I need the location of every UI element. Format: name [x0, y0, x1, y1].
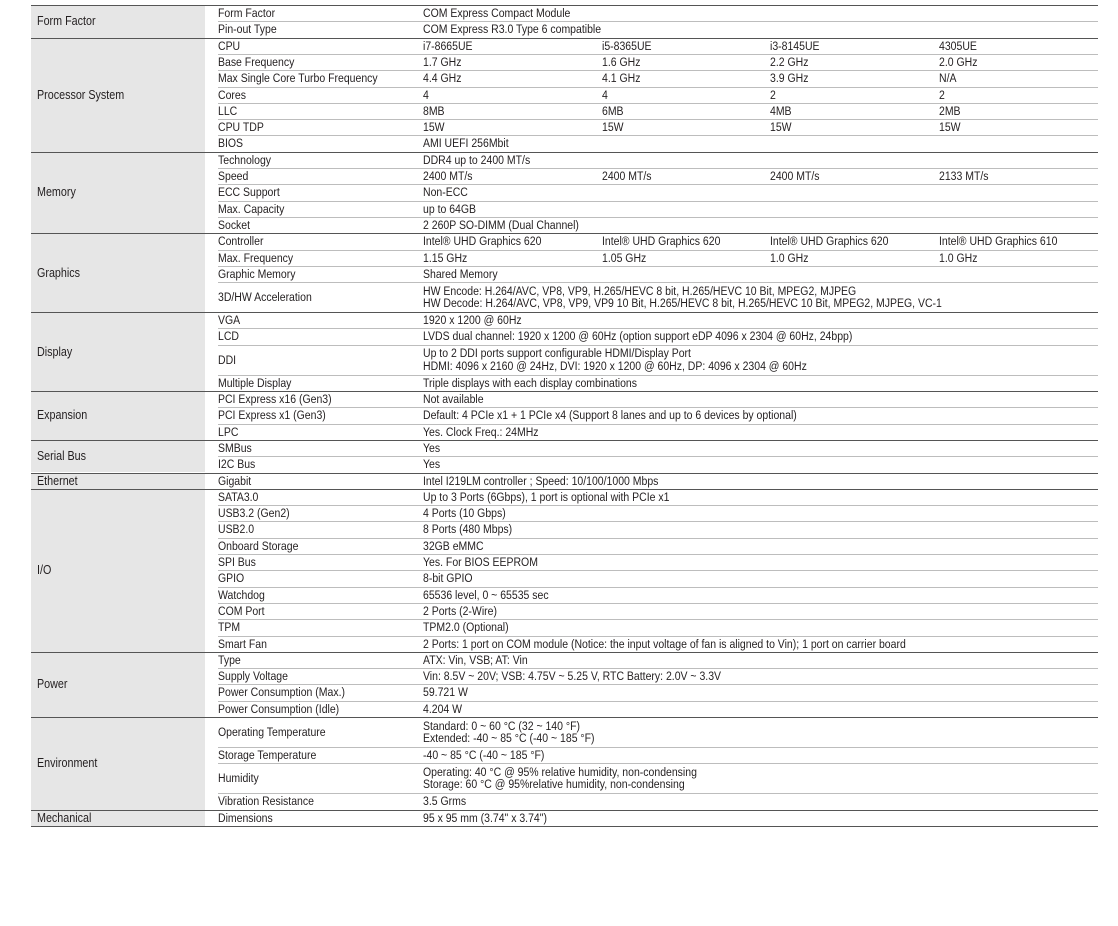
row-value: Not available — [423, 392, 484, 406]
row-value: Yes. For BIOS EEPROM — [423, 555, 538, 569]
row-label: CPU — [218, 38, 241, 53]
row-divider — [218, 505, 1098, 506]
row-divider — [218, 119, 1098, 120]
row-label: Socket — [218, 217, 251, 232]
row-divider — [218, 538, 1098, 539]
row-value: 15W — [770, 120, 792, 135]
row-value: Yes. Clock Freq.: 24MHz — [423, 424, 539, 439]
row-value: 4.1 GHz — [602, 71, 641, 86]
row-value: Up to 3 Ports (6Gbps), 1 port is optional with PCIe x1 — [423, 489, 670, 504]
section-divider — [31, 826, 1098, 827]
row-label: TPM — [218, 620, 241, 635]
category-label: Memory — [37, 185, 76, 200]
row-label: 3D/HW Acceleration — [218, 290, 312, 305]
row-value: 15W — [423, 120, 445, 135]
row-divider — [218, 619, 1098, 620]
row-value: 6MB — [602, 103, 624, 118]
row-value: 4 — [602, 87, 608, 102]
category-label: Environment — [37, 756, 98, 771]
row-divider — [218, 424, 1098, 425]
row-label: Max Single Core Turbo Frequency — [218, 71, 378, 86]
row-value: 2400 MT/s — [602, 169, 652, 183]
row-divider — [218, 793, 1098, 794]
row-value: 15W — [602, 120, 624, 135]
row-label: Multiple Display — [218, 375, 292, 390]
row-label: Humidity — [218, 771, 259, 786]
row-divider — [218, 521, 1098, 522]
row-label: CPU TDP — [218, 120, 264, 135]
category-label: Power — [37, 677, 68, 692]
row-label: Technology — [218, 152, 272, 167]
row-value: Intel® UHD Graphics 620 — [770, 234, 889, 249]
row-label: SATA3.0 — [218, 489, 259, 504]
row-value: 2400 MT/s — [423, 169, 473, 183]
category-label: Expansion — [37, 408, 88, 423]
row-value: 4 — [423, 87, 429, 102]
row-label: Pin-out Type — [218, 22, 277, 37]
row-divider — [218, 201, 1098, 202]
category-label: Processor System — [37, 87, 125, 102]
row-value: Vin: 8.5V ~ 20V; VSB: 4.75V ~ 5.25 V, RTC Battery: 2.0V ~ 3.3V — [423, 669, 722, 684]
row-value: 2400 MT/s — [770, 169, 820, 183]
row-divider — [218, 103, 1098, 104]
row-divider — [218, 684, 1098, 685]
row-value: 1.6 GHz — [602, 54, 641, 69]
row-label: ECC Support — [218, 185, 280, 200]
row-label: I2C Bus — [218, 457, 256, 472]
category-label: Serial Bus — [37, 449, 87, 464]
spec-table — [31, 5, 1098, 916]
row-divider — [218, 603, 1098, 604]
row-value: 1.15 GHz — [423, 250, 468, 265]
row-label: Operating Temperature — [218, 725, 326, 739]
row-value: AMI UEFI 256Mbit — [423, 136, 509, 151]
row-value: 2 Ports: 1 port on COM module (Notice: the input voltage of fan is aligned to Vin); 1 port on carrier board — [423, 636, 906, 651]
row-value: COM Express R3.0 Type 6 compatible — [423, 22, 602, 37]
row-label: Vibration Resistance — [218, 794, 314, 809]
row-value: 1.0 GHz — [939, 250, 978, 265]
row-divider — [218, 375, 1098, 376]
row-value: 95 x 95 mm (3.74" x 3.74") — [423, 810, 547, 825]
row-value: TPM2.0 (Optional) — [423, 620, 509, 635]
row-value: 59.721 W — [423, 685, 468, 700]
row-divider — [218, 570, 1098, 571]
row-value: 2 260P SO-DIMM (Dual Channel) — [423, 217, 579, 232]
row-value: 1.7 GHz — [423, 54, 462, 69]
row-label: Base Frequency — [218, 54, 295, 69]
row-divider — [218, 217, 1098, 218]
row-value: Yes — [423, 440, 441, 455]
row-label: Cores — [218, 87, 246, 102]
row-divider — [218, 87, 1098, 88]
row-value-line: HDMI: 4096 x 2160 @ 24Hz, DVI: 1920 x 1200 @ 60Hz, DP: 4096 x 2304 @ 60Hz — [423, 358, 807, 373]
row-label: Power Consumption (Idle) — [218, 701, 340, 716]
row-label: LPC — [218, 424, 239, 439]
row-label: Supply Voltage — [218, 669, 288, 684]
row-value: Intel® UHD Graphics 620 — [602, 234, 721, 249]
row-value — [423, 285, 942, 310]
row-divider — [218, 266, 1098, 267]
category-label: Mechanical — [37, 810, 92, 825]
row-value — [423, 347, 807, 372]
row-label: USB2.0 — [218, 522, 255, 537]
row-label: Type — [218, 652, 241, 667]
row-label: PCI Express x16 (Gen3) — [218, 392, 332, 406]
row-value: 15W — [939, 120, 961, 135]
row-label: VGA — [218, 313, 241, 328]
row-divider — [218, 554, 1098, 555]
row-divider — [218, 184, 1098, 185]
row-value-line: Storage: 60 °C @ 95%relative humidity, non-condensing — [423, 777, 685, 792]
row-value-line: Extended: -40 ~ 85 °C (-40 ~ 185 °F) — [423, 731, 595, 745]
row-label: Watchdog — [218, 587, 265, 602]
row-value-line: HW Encode: H.264/AVC, VP8, VP9, H.265/HEVC 8 bit, H.265/HEVC 10 Bit, MPEG2, MJPEG — [423, 283, 857, 298]
row-label: SMBus — [218, 440, 252, 455]
row-value: 8 Ports (480 Mbps) — [423, 522, 513, 537]
row-value: Intel® UHD Graphics 620 — [423, 234, 542, 249]
category-label: Ethernet — [37, 473, 78, 488]
row-value: i3-8145UE — [770, 38, 820, 53]
row-value: 4.4 GHz — [423, 71, 462, 86]
row-value — [423, 766, 697, 791]
row-label: Smart Fan — [218, 636, 267, 651]
row-value: 4MB — [770, 103, 792, 118]
row-value-line: HW Decode: H.264/AVC, VP8, VP9, VP9 10 Bit, H.265/HEVC 8 bit, H.265/HEVC 10 Bit, MPEG2, MJPEG, VC-1 — [423, 296, 942, 311]
row-value: 4305UE — [939, 38, 977, 53]
row-label: Gigabit — [218, 473, 252, 488]
row-label: LCD — [218, 329, 239, 344]
row-value: 2.0 GHz — [939, 54, 978, 69]
row-label: BIOS — [218, 136, 244, 151]
row-value — [423, 720, 595, 745]
row-value-line: Standard: 0 ~ 60 °C (32 ~ 140 °F) — [423, 718, 580, 733]
row-value: i7-8665UE — [423, 38, 473, 53]
row-value: 8MB — [423, 103, 445, 118]
row-value: Default: 4 PCIe x1 + 1 PCIe x4 (Support 8 lanes and up to 6 devices by optional) — [423, 408, 797, 423]
row-value: Intel® UHD Graphics 610 — [939, 234, 1058, 249]
row-value: Intel I219LM controller ; Speed: 10/100/1000 Mbps — [423, 473, 659, 488]
row-value: COM Express Compact Module — [423, 6, 571, 20]
row-label: Controller — [218, 234, 264, 249]
row-value: 2MB — [939, 103, 961, 118]
row-value: Triple displays with each display combinations — [423, 375, 638, 390]
row-label: LLC — [218, 103, 238, 118]
row-value: 4 Ports (10 Gbps) — [423, 506, 506, 521]
row-divider — [218, 747, 1098, 748]
row-value: 1920 x 1200 @ 60Hz — [423, 313, 522, 328]
row-label: Onboard Storage — [218, 538, 299, 553]
row-label: Speed — [218, 169, 249, 183]
row-value: Non-ECC — [423, 185, 468, 200]
row-label: Power Consumption (Max.) — [218, 685, 345, 700]
row-value: N/A — [939, 71, 957, 86]
row-value-line: Up to 2 DDI ports support configurable HDMI/Display Port — [423, 346, 691, 361]
category-label: Form Factor — [37, 14, 96, 29]
row-value: 2 — [939, 87, 945, 102]
row-label: Max. Frequency — [218, 250, 294, 265]
row-value: -40 ~ 85 °C (-40 ~ 185 °F) — [423, 748, 545, 762]
row-divider — [218, 135, 1098, 136]
row-value: 65536 level, 0 ~ 65535 sec — [423, 587, 549, 602]
row-value: 32GB eMMC — [423, 538, 484, 553]
row-label: SPI Bus — [218, 555, 256, 569]
row-label: PCI Express x1 (Gen3) — [218, 408, 326, 423]
row-value: LVDS dual channel: 1920 x 1200 @ 60Hz (option support eDP 4096 x 2304 @ 60Hz, 24bpp) — [423, 329, 853, 344]
row-label: COM Port — [218, 603, 265, 618]
row-value: 3.5 Grms — [423, 794, 467, 809]
row-value: 1.05 GHz — [602, 250, 647, 265]
row-label: Dimensions — [218, 810, 273, 825]
row-label: Max. Capacity — [218, 201, 285, 216]
category-label: I/O — [37, 563, 52, 578]
row-value: 1.0 GHz — [770, 250, 809, 265]
row-value: 4.204 W — [423, 701, 463, 716]
row-label: Form Factor — [218, 6, 276, 20]
row-value: 2.2 GHz — [770, 54, 809, 69]
row-value: i5-8365UE — [602, 38, 652, 53]
row-value: 2 — [770, 87, 776, 102]
row-value: 8-bit GPIO — [423, 571, 473, 586]
row-value: 2 Ports (2-Wire) — [423, 603, 497, 618]
row-divider — [218, 587, 1098, 588]
row-value: DDR4 up to 2400 MT/s — [423, 152, 531, 167]
row-label: DDI — [218, 352, 237, 367]
row-value: Shared Memory — [423, 266, 498, 281]
row-value: ATX: Vin, VSB; AT: Vin — [423, 652, 528, 667]
row-label: USB3.2 (Gen2) — [218, 506, 290, 521]
row-label: GPIO — [218, 571, 245, 586]
row-divider — [218, 701, 1098, 702]
row-value: 3.9 GHz — [770, 71, 809, 86]
row-value: Yes — [423, 457, 441, 472]
row-label: Graphic Memory — [218, 266, 296, 281]
row-value: up to 64GB — [423, 201, 477, 216]
category-label: Graphics — [37, 265, 81, 280]
row-divider — [218, 21, 1098, 22]
row-divider — [218, 456, 1098, 457]
row-value: 2133 MT/s — [939, 169, 989, 183]
category-label: Display — [37, 344, 73, 359]
row-value-line: Operating: 40 °C @ 95% relative humidity, non-condensing — [423, 764, 697, 779]
row-label: Storage Temperature — [218, 748, 317, 762]
